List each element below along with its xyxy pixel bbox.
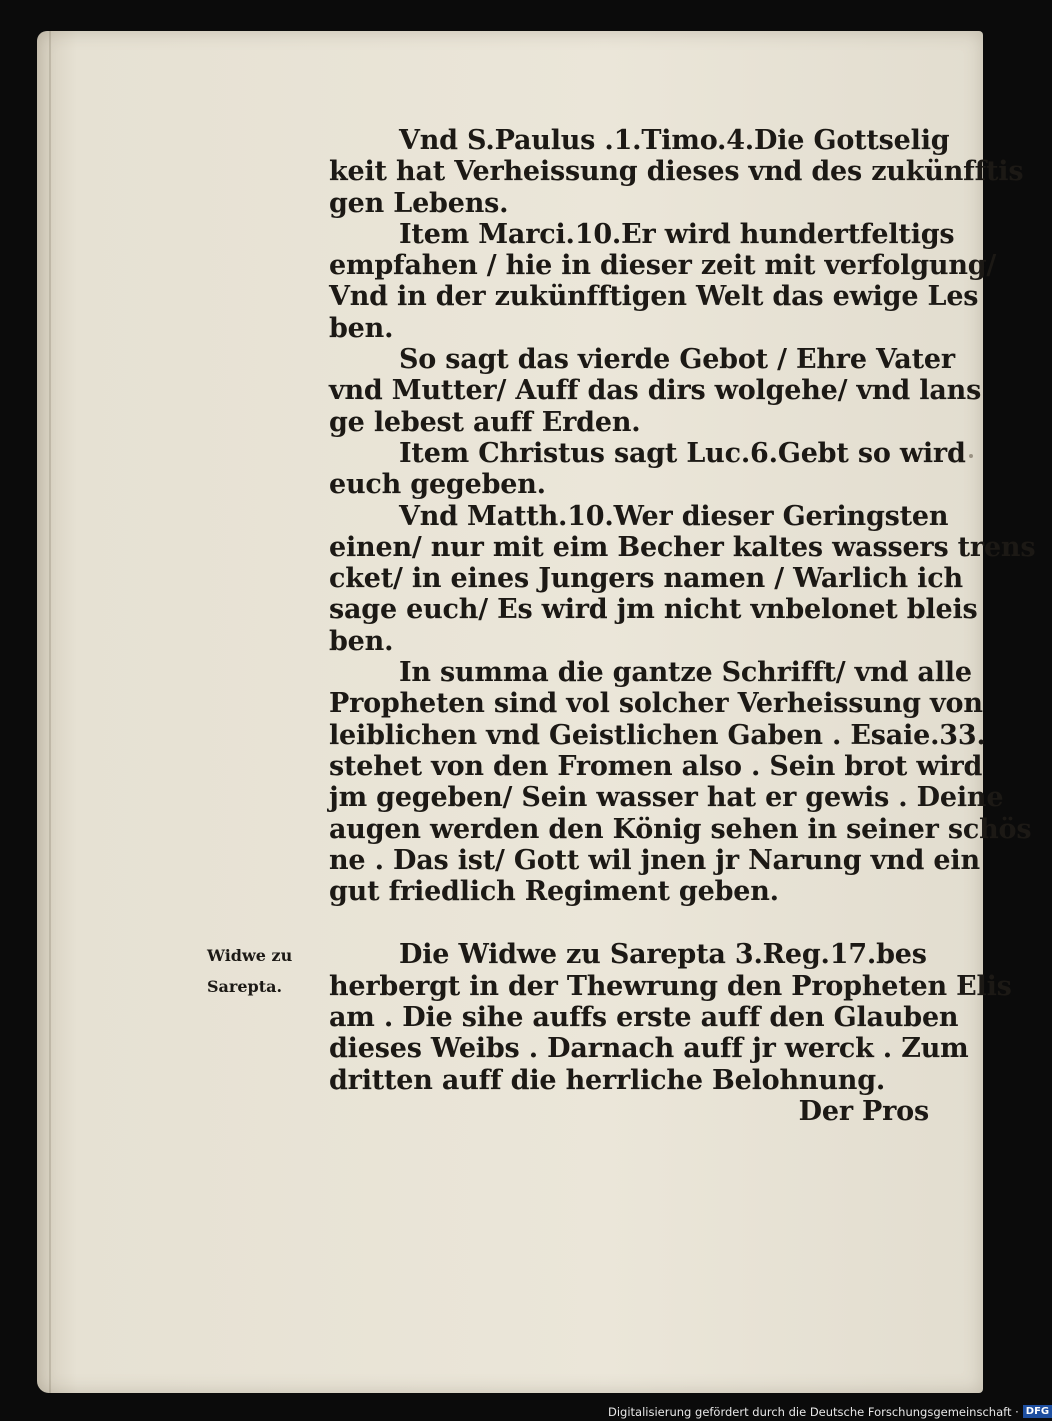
text-line: dritten auff die herrliche Belohnung. xyxy=(329,1064,886,1096)
text-line: euch gegeben. xyxy=(329,469,546,501)
margin-note-line: Sarepta. xyxy=(207,977,283,996)
text-line: empfahen / hie in dieser zeit mit verfolgung/ xyxy=(329,250,997,282)
text-line: leiblichen vnd Geistlichen Gaben . Esaie.33. xyxy=(329,719,986,751)
text-line: stehet von den Fromen also . Sein brot wird xyxy=(329,750,983,782)
dfg-logo: DFG xyxy=(1023,1405,1052,1418)
text-line: sage euch/ Es wird jm nicht vnbelonet bleis xyxy=(329,594,978,626)
text-line: ge lebest auff Erden. xyxy=(329,406,641,438)
text-line: einen/ nur mit eim Becher kaltes wassers trens xyxy=(329,531,1036,563)
text-line: ne . Das ist/ Gott wil jnen jr Narung vnd ein xyxy=(329,844,980,876)
margin-note-line: Widwe zu xyxy=(207,946,293,965)
text-line: Item Marci.10.Er wird hundertfeltigs xyxy=(399,218,955,250)
text-line: Vnd Matth.10.Wer dieser Geringsten xyxy=(399,500,949,532)
catchword: Der Pros xyxy=(798,1095,929,1127)
paper-spot xyxy=(969,454,973,458)
text-line: Item Christus sagt Luc.6.Gebt so wird xyxy=(399,437,966,469)
footer-text: Digitalisierung gefördert durch die Deutsche Forschungsgemeinschaft · xyxy=(608,1404,1019,1419)
text-line: Die Widwe zu Sarepta 3.Reg.17.bes xyxy=(399,939,927,971)
text-line: In summa die gantze Schrifft/ vnd alle xyxy=(399,657,972,689)
text-line: Vnd in der zukünfftigen Welt das ewige Les xyxy=(329,281,979,313)
text-line: gut friedlich Regiment geben. xyxy=(329,876,779,908)
text-line: ben. xyxy=(329,625,394,657)
text-line: gen Lebens. xyxy=(329,187,509,219)
paragraph-gap xyxy=(329,907,941,939)
margin-note xyxy=(207,940,317,1002)
text-line: jm gegeben/ Sein wasser hat er gewis . Deine xyxy=(329,782,1004,814)
text-line: vnd Mutter/ Auff das dirs wolgehe/ vnd lans xyxy=(329,375,982,407)
text-line: dieses Weibs . Darnach auff jr werck . Zum xyxy=(329,1033,969,1065)
text-line: ben. xyxy=(329,312,394,344)
text-line: augen werden den König sehen in seiner schös xyxy=(329,813,1032,845)
text-line: cket/ in eines Jungers namen / Warlich ich xyxy=(329,563,963,595)
footer-credit xyxy=(608,1402,1052,1421)
text-line: Propheten sind vol solcher Verheissung von xyxy=(329,688,983,720)
text-line: am . Die sihe auffs erste auff den Glauben xyxy=(329,1002,959,1034)
page-body-text xyxy=(329,125,1036,1127)
text-line: keit hat Verheissung dieses vnd des zukünfftis xyxy=(329,156,1024,188)
text-line: So sagt das vierde Gebot / Ehre Vater xyxy=(399,344,955,376)
text-line: herbergt in der Thewrung den Propheten Elis xyxy=(329,970,1012,1002)
text-block-1 xyxy=(329,125,1036,908)
text-line: Vnd S.Paulus .1.Timo.4.Die Gottselig xyxy=(399,125,950,156)
gutter-shadow xyxy=(49,31,51,1393)
text-block-2 xyxy=(329,939,1012,1096)
